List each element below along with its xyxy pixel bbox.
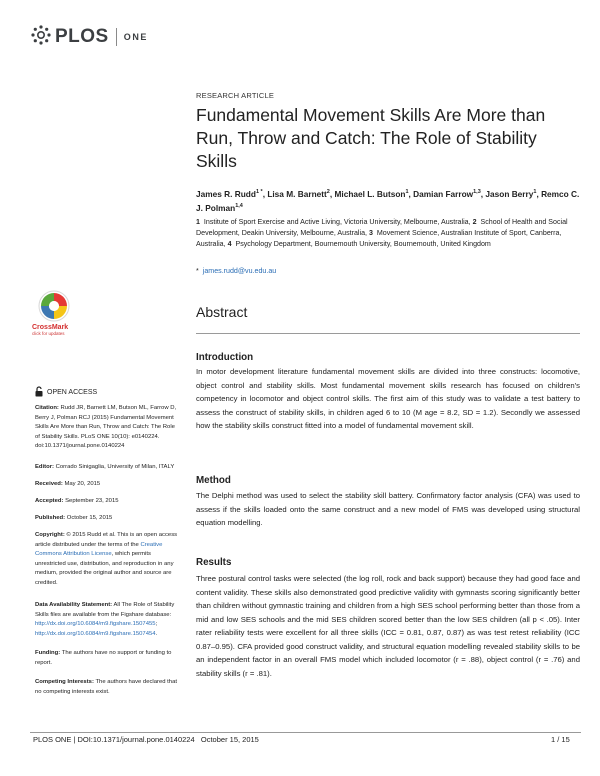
- published-label: Published:: [35, 515, 66, 521]
- open-lock-icon: [35, 386, 43, 399]
- page-number: 1 / 15: [551, 735, 570, 744]
- logo-journal: ONE: [123, 32, 149, 42]
- data-end: .: [155, 630, 158, 637]
- accepted-block: [35, 497, 181, 507]
- figshare-link-2[interactable]: http://dx.doi.org/10.6084/m9.figshare.1507454: [35, 630, 156, 637]
- citation-label: Citation:: [35, 405, 59, 411]
- author-affiliation-sup: 1: [405, 189, 409, 195]
- received-date: May 20, 2015: [64, 481, 101, 487]
- crossmark-icon: [32, 290, 80, 322]
- section-text-results: Three postural control tasks were selected (the log roll, rock and back support) because they had good face and content validity. These skills also demonstrated good predictive validity with gymnasts scoring significantly better than children without gymnastic training and children from a high SES school performing better than those from a mid and low SES schools and the mid SES children scored better than the low SES children (all p < .05). Inter rater reliability tests were excellent for all three skills (ICC = 0.81, 0.87, 0.87) as was test retest reliability (ICC 0.87–0.95). CFA provided good construct validity, and structural equation modelling revealed stability skills to be an independent factor in an overall FMS model which included locomotor (r = .88), object control (r = .76) and stability skills (r = .81).: [196, 574, 580, 678]
- author-name: James R. Rudd$^{1 *}$,: [196, 188, 268, 199]
- section-heading-method: Method: [196, 475, 231, 486]
- author-name: Michael L. Butson$^1$,: [334, 188, 414, 199]
- article-type: RESEARCH ARTICLE: [196, 91, 275, 100]
- published-date: October 15, 2015: [66, 515, 113, 521]
- affiliation-item: 4 Psychology Department, Bournemouth University, Bournemouth, United Kingdom: [227, 240, 491, 248]
- affiliation-item: 2 School of Health and Social Development, Deakin University, Melbourne, Australia,: [196, 218, 568, 237]
- received-label: Received:: [35, 481, 63, 487]
- plos-one-logo[interactable]: [30, 26, 148, 48]
- citation-block: [35, 404, 181, 452]
- data-separator: ;: [155, 621, 158, 628]
- funding-text: The authors have no support or funding to report.: [35, 650, 172, 666]
- author-affiliation-sup: 1 *: [255, 189, 263, 195]
- editor-label: Editor:: [35, 464, 54, 470]
- corresponding-email[interactable]: [196, 267, 276, 275]
- author-name: Damian Farrow$^{1,3}$,: [413, 188, 486, 199]
- data-availability-block: [35, 601, 181, 639]
- affiliation-item: 1 Institute of Sport Exercise and Active Living, Victoria University, Melbourne, Australia,: [196, 218, 471, 226]
- article-title: Fundamental Movement Skills Are More than Run, Throw and Catch: The Role of Stability Skills: [196, 105, 546, 171]
- email-link[interactable]: james.rudd@vu.edu.au: [202, 267, 277, 275]
- accepted-label: Accepted:: [35, 498, 64, 504]
- funding-label: Funding:: [35, 650, 61, 656]
- affiliations: [196, 217, 581, 250]
- abstract-heading: Abstract: [196, 304, 248, 320]
- footer-citation: PLOS ONE | DOI:10.1371/journal.pone.0140224 October 15, 2015: [33, 735, 259, 744]
- author-list: [196, 186, 581, 214]
- competing-interests-label: Competing Interests:: [35, 679, 94, 685]
- author-name: Remco C. J. Polman$^{1,4}$: [196, 188, 580, 213]
- corresponding-marker: *: [196, 267, 199, 275]
- footer-divider: [30, 732, 581, 733]
- copyright-text-post: , which permits unrestricted use, distribution, and reproduction in any medium, provided the original author and source are credited.: [35, 551, 174, 586]
- published-block: [35, 514, 181, 524]
- author-affiliation-sup: 1: [533, 189, 537, 195]
- section-heading-results: Results: [196, 557, 232, 568]
- logo-divider: [116, 28, 117, 46]
- figshare-link-1[interactable]: http://dx.doi.org/10.6084/m9.figshare.1507455: [35, 621, 156, 628]
- accepted-date: September 23, 2015: [65, 498, 119, 504]
- citation-text: Rudd JR, Barnett LM, Butson ML, Farrow D, Berry J, Polman RCJ (2015) Fundamental Movement Skills Are More than Run, Throw and Catch: The Role of Stability Skills. PLoS ONE 10(10): e0140224. doi:10.1371/journal.pone.0140224: [35, 405, 177, 450]
- copyright-label: Copyright:: [35, 532, 65, 538]
- copyright-text-pre: © 2015 Rudd et al. This is an open access article distributed under the terms of the: [35, 532, 178, 548]
- editor-text: Corrado Sinigaglia, University of Milan, ITALY: [55, 464, 175, 470]
- open-access-label: OPEN ACCESS: [47, 389, 98, 396]
- open-access-badge: [35, 386, 97, 399]
- crossmark-label: CrossMark: [32, 324, 69, 331]
- plos-dots-icon: [30, 24, 52, 51]
- crossmark-sublabel: click for updates: [32, 331, 65, 336]
- competing-interests-block: [35, 678, 181, 697]
- section-text-method: The Delphi method was used to select the stability skill battery. Confirmatory factor analysis (CFA) was used to assess if the skills loaded onto the same construct and a new model of FMS was developed using structural equation modelling.: [196, 491, 580, 527]
- author-affiliation-sup: 1,4: [235, 202, 243, 209]
- author-affiliation-sup: 2: [326, 189, 330, 195]
- author-name: Lisa M. Barnett$^2$,: [267, 188, 335, 199]
- data-availability-label: Data Availability Statement:: [35, 602, 113, 608]
- section-heading-introduction: Introduction: [196, 352, 254, 363]
- editor-block: [35, 463, 181, 473]
- copyright-block: [35, 531, 181, 589]
- license-link[interactable]: Creative Commons Attribution License: [35, 541, 163, 558]
- section-text-introduction: In motor development literature fundamental movement skills are divided into three constructs: locomotive, object control and stability skills. Most fundamental movement skills research has focused on children's competency in locomotor and object control skills. The first aim of this study was to validate a test battery to assess the construct of stability skills, in children aged 6 to 10 (M age = 8.2, SD = 1.2). Secondly we assessed how the stability skills construct fitted into a model of fundamental movement skill.: [196, 367, 580, 430]
- author-affiliation-sup: 1,3: [473, 189, 481, 195]
- data-availability-text: All The Role of Stability Skills files are available from the Figshare database:: [35, 602, 175, 618]
- received-block: [35, 480, 181, 490]
- funding-block: [35, 649, 181, 668]
- logo-brand: PLOS: [55, 26, 109, 47]
- author-name: Jason Berry$^1$,: [485, 188, 542, 199]
- abstract-divider: [196, 333, 580, 334]
- crossmark-badge[interactable]: [32, 290, 80, 336]
- affiliation-item: 3 Movement Science, Australian Institute of Sport, Canberra, Australia,: [196, 229, 562, 248]
- competing-interests-text: The authors have declared that no competing interests exist.: [35, 679, 177, 695]
